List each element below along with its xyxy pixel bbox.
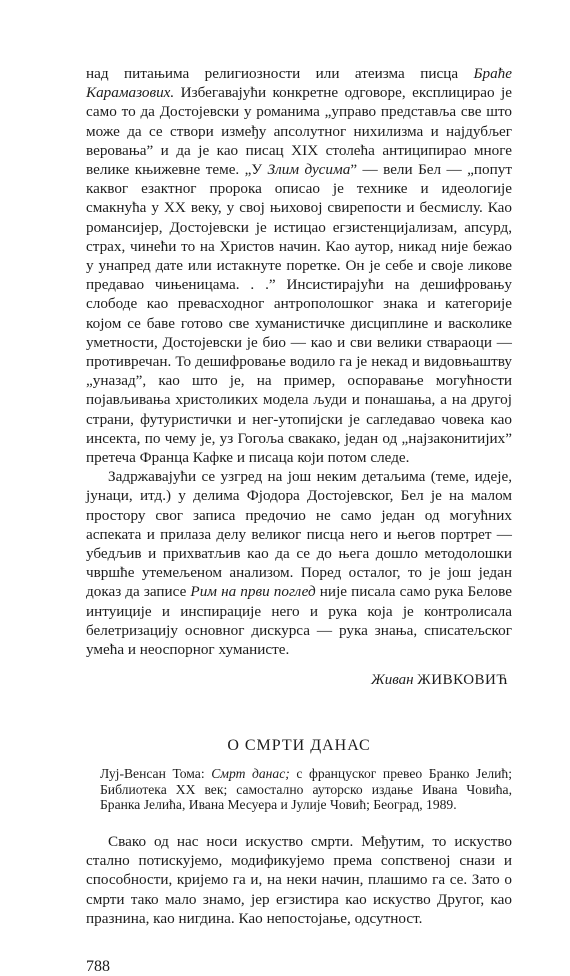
article2-paragraph-1: Свако од нас носи искуство смрти. Међутим, то искуство стално потискујемо, модификујемо према сопственој снази и способности, кријемо га и, на неки начин, плашимо га се. Зато о смрти тако мало знамо, јер егзистира као искуство Другог, као празнина, као нигдина. Као непостојање, одсутност. [86, 833, 512, 927]
text-run: над питањима религиозности или атеизма писца [86, 65, 474, 82]
article2-title: О СМРТИ ДАНАС [227, 737, 371, 755]
italic-title-text: Смрт данас; [211, 766, 290, 782]
article2-body [86, 832, 512, 928]
article1-paragraph-2 [86, 467, 512, 659]
text-run: с француског превео Бранко Јелић; Библиотека XX век; самостално ауторско издање Ивана Човића, Бранка Јелића, Ивана Месуера и Јулије Човић; Београд, 1989. [100, 766, 512, 813]
italic-title-text: Злим дусима [267, 161, 351, 179]
article2-bibliography [86, 766, 512, 813]
text-run: није писала само рука Белове интуиције и инспирације него и рука која је контролисала белетризацију основног дискурса — рука знања, списатељског умећа и неоспорног хуманисте. [86, 583, 512, 659]
article1-body [86, 64, 512, 659]
text-run: ” — вели Бел — „попут каквог езактног пророка описао је технике и идеологије смакнућа у XX веку, у свој њиховој свирепости и бесмислу. Као романсијер, Достојевски је истицао егзистенцијализам, апсурд, страх, чинећи то на Христов начин. Као аутор, никад није бежао у унапред дате или истакнуте поретке. Он је себе и своје ликове предавао чињеницама. . .” Инсистирајући на дешифровању слободе као превасходног антрополошког знака и категорије којом се баве готово све хуманистичке дисциплине и васколике уметности, Достојевски је био — као и сви велики ствараоци — противречан. То дешифровање водило га је некад и видовњаштву „уназад”, као што је, на пример, оспоравање могућности појављивања христоликих модела људи и понашања, а на другој страни, футуристички и нег-утопијски је сагледавао човека као инсекта, по чему је, уз Гогоља свакако, један од „најзаконитијих” претеча Франца Кафке и писаца који потом следе. [86, 161, 512, 467]
article1-paragraph-1 [86, 64, 512, 467]
page-number: 788 [86, 958, 110, 976]
text-run: Избегавајући конкретне одговоре, експлицирао је само то да Достојевски у романима „управо представља све што може да се створи између апсолутног нихилизма и најдубљег веровања” и да је као писац XIX столећа антиципирао многе велике књижевне теме. „У [86, 84, 512, 179]
signature-last-name: ЖИВКОВИЋ [417, 672, 508, 689]
author-signature [86, 672, 512, 689]
italic-title-text: Рим на први поглед [190, 583, 316, 601]
signature-first-name: Живан [370, 672, 414, 689]
text-run: Луј-Венсан Тома: [100, 766, 212, 782]
page-content [86, 64, 512, 976]
text-run: Задржавајући се узгред на још неким детаљима (теме, идеје, јунаци, итд.) у делима Фјодора Достојевског, Бел је на малом простору свог записа предочио не само један од могућних аспеката и прилаза делу великог писца него и његов портрет — убедљив и прихватљив као да се до њега дошло методолошки чвршће утемељеном анализом. Поред осталог, то је још један доказ да записе [86, 468, 512, 601]
italic-title-text: Браће Карамазових. [86, 65, 512, 102]
